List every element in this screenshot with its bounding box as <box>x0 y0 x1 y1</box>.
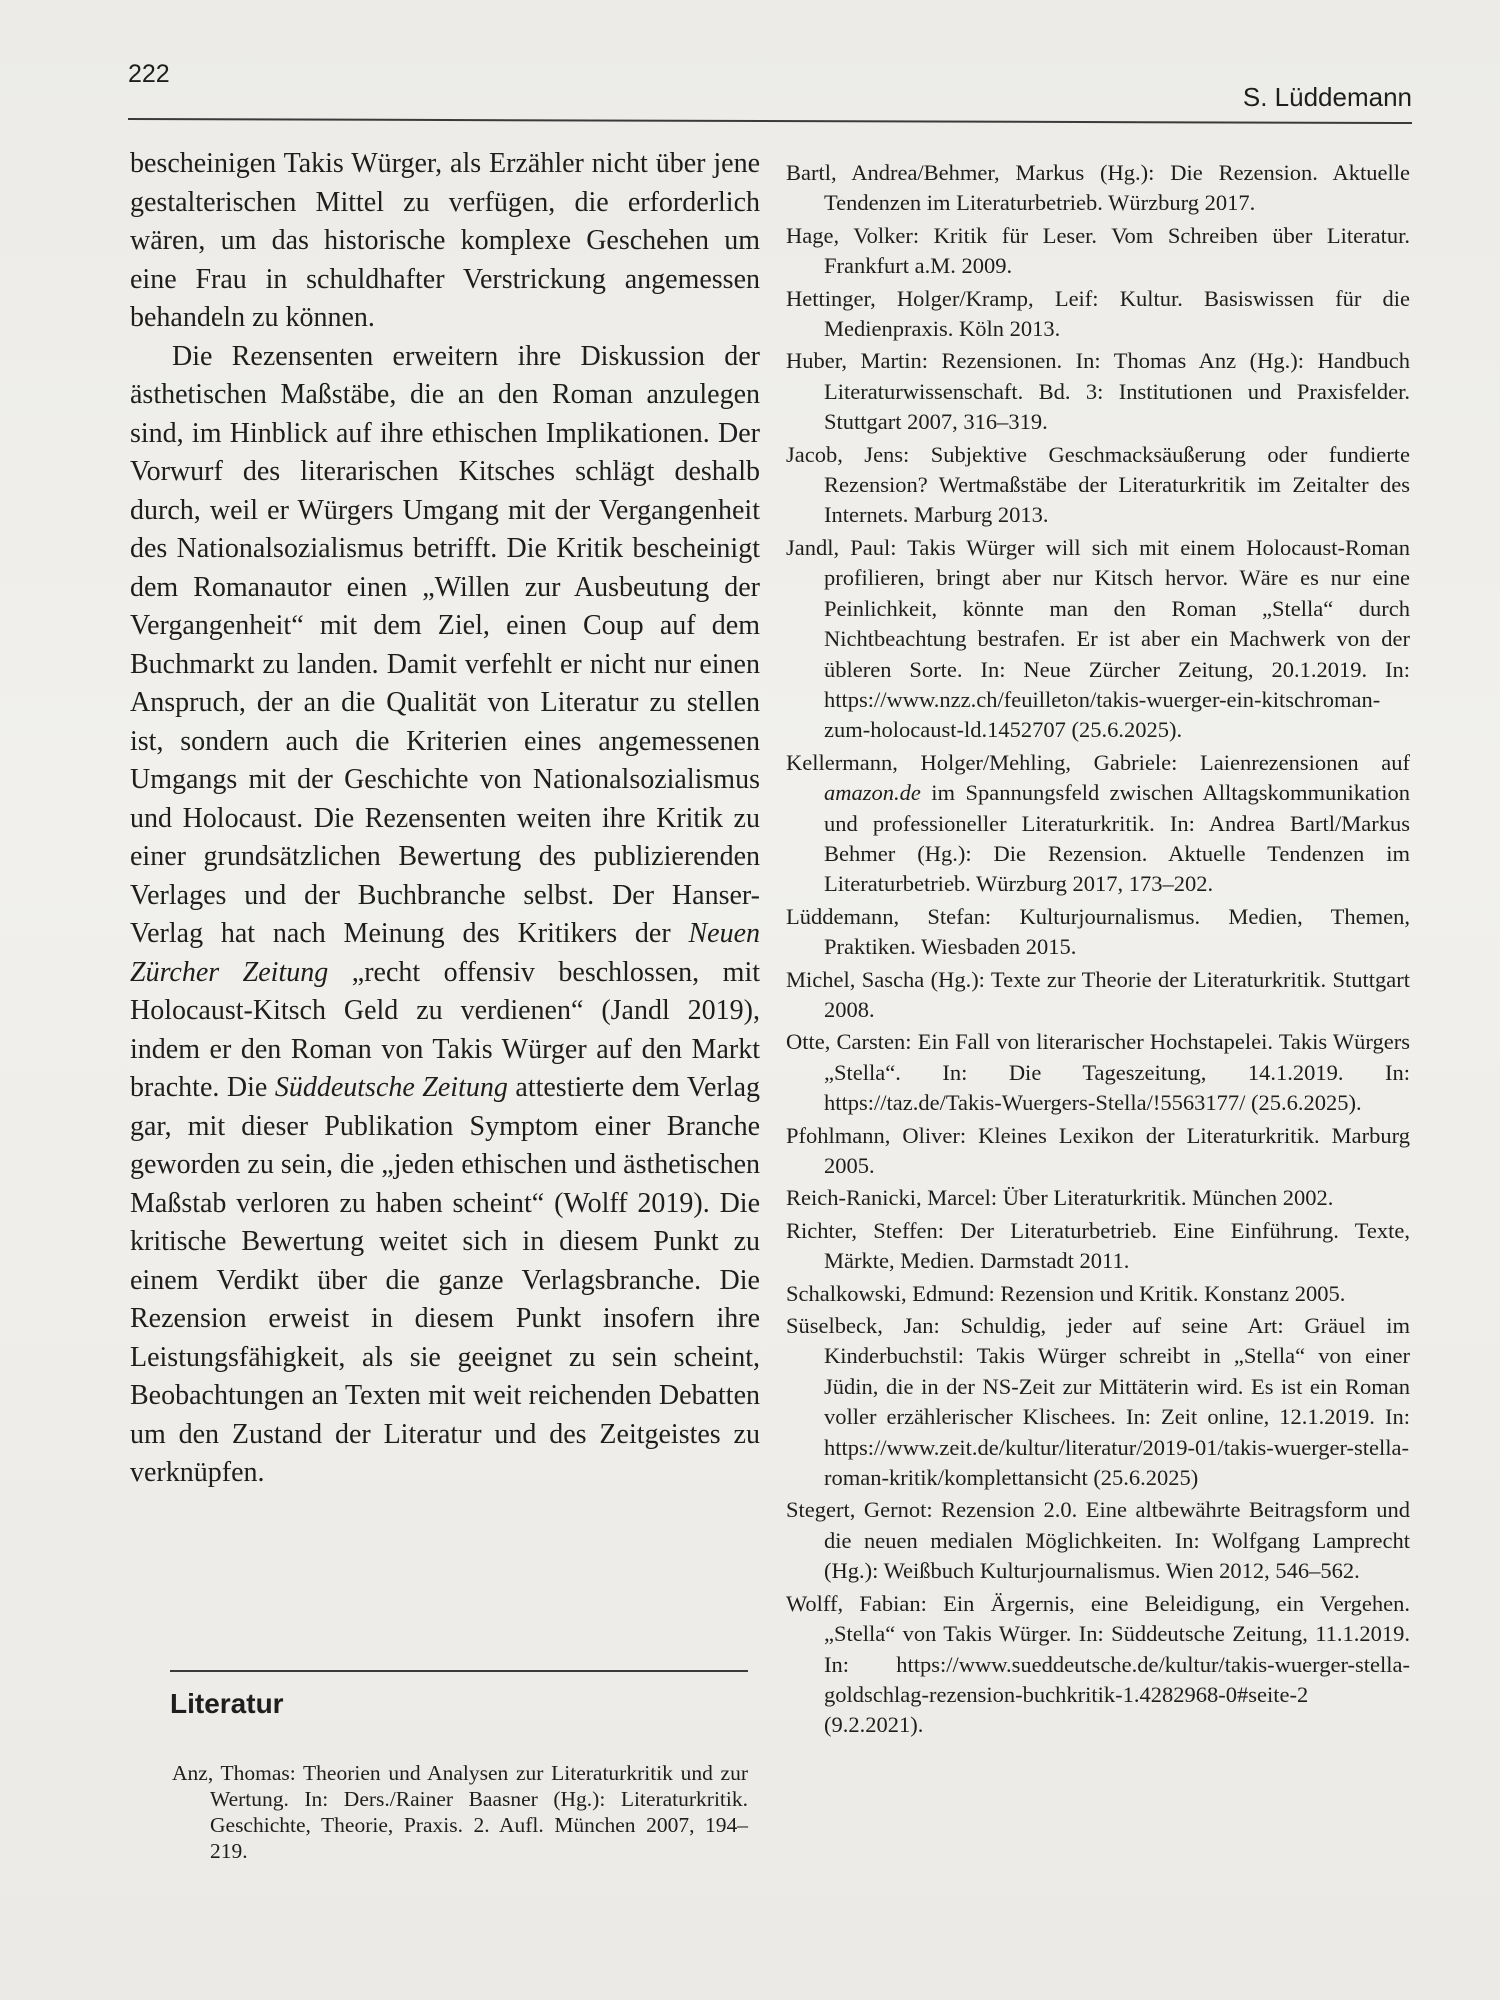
reference-entry: Pfohlmann, Oliver: Kleines Lexikon der Literaturkritik. Marburg 2005. <box>786 1122 1410 1178</box>
reference-entry: Richter, Steffen: Der Literaturbetrieb. Eine Einführung. Texte, Märkte, Medien. Darmstadt 2011. <box>786 1217 1410 1274</box>
reference-entry: Schalkowski, Edmund: Rezension und Kritik. Konstanz 2005. <box>786 1280 1346 1306</box>
references-left-column <box>172 1760 748 1866</box>
reference-entry: Lüddemann, Stefan: Kulturjournalismus. Medien, Themen, Praktiken. Wiesbaden 2015. <box>786 903 1410 960</box>
reference-entry: Huber, Martin: Rezensionen. In: Thomas Anz (Hg.): Handbuch Literaturwissenschaft. Bd. 3: Institutionen und Praxisfelder. Stuttgart 2007, 316–319. <box>786 348 1410 435</box>
paragraph-text: „recht offensiv beschlossen, mit Holocaust-Kitsch Geld zu verdienen“ (Jandl 2019), indem er den Roman von Takis Würger auf den Markt brachte. Die <box>130 956 760 1103</box>
body-paragraph: bescheinigen Takis Würger, als Erzähler nicht über jene gestalterischen Mittel zu verfügen, die erforderlich wären, um das historische komplexe Geschehen um eine Frau in schuldhafter Verstrickung angemessen behandeln zu können. <box>130 148 760 333</box>
references-right-column <box>786 158 1410 1743</box>
reference-entry: Hettinger, Holger/Kramp, Leif: Kultur. Basiswissen für die Medienpraxis. Köln 2013. <box>786 285 1410 342</box>
reference-entry: Jacob, Jens: Subjektive Geschmacksäußerung oder fundierte Rezension? Wertmaßstäbe der Literaturkritik im Zeitalter des Internets. Marburg 2013. <box>786 441 1410 528</box>
reference-entry: Jandl, Paul: Takis Würger will sich mit einem Holocaust-Roman profilieren, bringt aber nur Kitsch hervor. Wäre es nur eine Peinlichkeit, könnte man den Roman „Stella“ durch Nichtbeachtung bestrafen. Er ist aber ein Machwerk von der übleren Sorte. In: Neue Zürcher Zeitung, 20.1.2019. In: https://www.nzz.ch/feuilleton/takis-wuerger-ein-kitschroman-zum-holocaust-ld.1452707 (25.6.2025). <box>786 534 1410 743</box>
reference-italic: amazon.de <box>824 780 921 806</box>
newspaper-title: Süddeutsche Zeitung <box>274 1072 508 1103</box>
running-head-author: S. Lüddemann <box>1242 82 1412 112</box>
section-rule <box>170 1670 748 1672</box>
paragraph-text: Die Rezensenten erweitern ihre Diskussion der ästhetischen Maßstäbe, die an den Roman anzulegen sind, im Hinblick auf ihre ethischen Implikationen. Der Vorwurf des literarischen Kitsches schlägt deshalb durch, weil er Würgers Umgang mit der Vergangenheit des Nationalsozialismus betrifft. Die Kritik bescheinigt dem Romanautor einen „Willen zur Ausbeutung der Vergangenheit“ mit dem Ziel, einen Coup auf dem Buchmarkt zu landen. Damit verfehlt er nicht nur einen Anspruch, der an die Qualität von Literatur zu stellen ist, sondern auch die Kriterien eines angemessenen Umgangs mit der Geschichte von Nationalsozialismus und Holocaust. Die Rezensenten weiten ihre Kritik zu einer grundsätzlichen Bewertung des publizierenden Verlages und der Buchbranche selbst. Der Hanser-Verlag hat nach Meinung des Kritikers der <box>130 340 760 949</box>
reference-entry: Süselbeck, Jan: Schuldig, jeder auf seine Art: Gräuel im Kinderbuchstil: Takis Würger schreibt in „Stella“ von einer Jüdin, die in der NS-Zeit zur Mittäterin wird. Es ist ein Roman voller erzählerischer Klischees. In: Zeit online, 12.1.2019. In: https://www.zeit.de/kultur/literatur/2019-01/takis-wuerger-stella-roman-kritik/komplettansicht (25.6.2025) <box>786 1313 1410 1491</box>
reference-entry: Wolff, Fabian: Ein Ärgernis, eine Beleidigung, ein Vergehen. „Stella“ von Takis Würger. In: Süddeutsche Zeitung, 11.1.2019. In: https://www.sueddeutsche.de/kultur/takis-wuerger-stella-goldschlag-rezension-buchkritik-1.4282968-0#seite-2 (9.2.2021). <box>786 1590 1410 1738</box>
reference-entry: Bartl, Andrea/Behmer, Markus (Hg.): Die Rezension. Aktuelle Tendenzen im Literaturbetrieb. Würzburg 2017. <box>786 160 1410 216</box>
reference-entry: Hage, Volker: Kritik für Leser. Vom Schreiben über Literatur. Frankfurt a.M. 2009. <box>786 222 1410 279</box>
body-paragraph <box>130 338 760 1493</box>
reference-entry <box>786 748 1410 900</box>
reference-entry: Anz, Thomas: Theorien und Analysen zur Literaturkritik und zur Wertung. In: Ders./Rainer Baasner (Hg.): Literaturkritik. Geschichte, Theorie, Praxis. 2. Aufl. München 2007, 194–219. <box>172 1761 748 1863</box>
body-text-column <box>130 145 760 1493</box>
newspaper-title: Neuen Zürcher Zeitung <box>130 918 761 988</box>
literature-heading: Literatur <box>170 1688 284 1719</box>
reference-text: Kellermann, Holger/Mehling, Gabriele: Laienrezensionen auf <box>786 749 1410 775</box>
header-rule <box>128 118 1412 124</box>
reference-entry: Otte, Carsten: Ein Fall von literarischer Hochstapelei. Takis Würgers „Stella“. In: Die Tageszeitung, 14.1.2019. In: https://taz.de/Takis-Wuergers-Stella/!5563177/ (25.6.2025). <box>786 1029 1410 1116</box>
reference-entry: Michel, Sascha (Hg.): Texte zur Theorie der Literaturkritik. Stuttgart 2008. <box>786 966 1410 1022</box>
reference-entry: Stegert, Gernot: Rezension 2.0. Eine altbewährte Beitragsform und die neuen medialen Möglichkeiten. In: Wolfgang Lamprecht (Hg.): Weißbuch Kulturjournalismus. Wien 2012, 546–562. <box>786 1497 1410 1584</box>
page-number: 222 <box>128 60 170 88</box>
paragraph-text: attestierte dem Verlag gar, mit dieser Publikation Symptom einer Branche geworden zu sein, die „jeden ethischen und ästhetischen Maßstab verloren zu haben scheint“ (Wolff 2019). Die kritische Bewertung weitet sich in diesem Punkt zu einem Verdikt über die ganze Verlagsbranche. Die Rezension erweist in diesem Punkt insofern ihre Leistungsfähigkeit, als sie geeignet zu sein scheint, Beobachtungen an Texten mit weit reichenden Debatten um den Zustand der Literatur und des Zeitgeistes zu verknüpfen. <box>130 1072 761 1488</box>
reference-text: im Spannungsfeld zwischen Alltagskommunikation und professioneller Literaturkritik. In: Andrea Bartl/Markus Behmer (Hg.): Die Rezension. Aktuelle Tendenzen im Literaturbetrieb. Würzburg 2017, 173–202. <box>824 780 1411 897</box>
reference-entry: Reich-Ranicki, Marcel: Über Literaturkritik. München 2002. <box>786 1185 1334 1211</box>
